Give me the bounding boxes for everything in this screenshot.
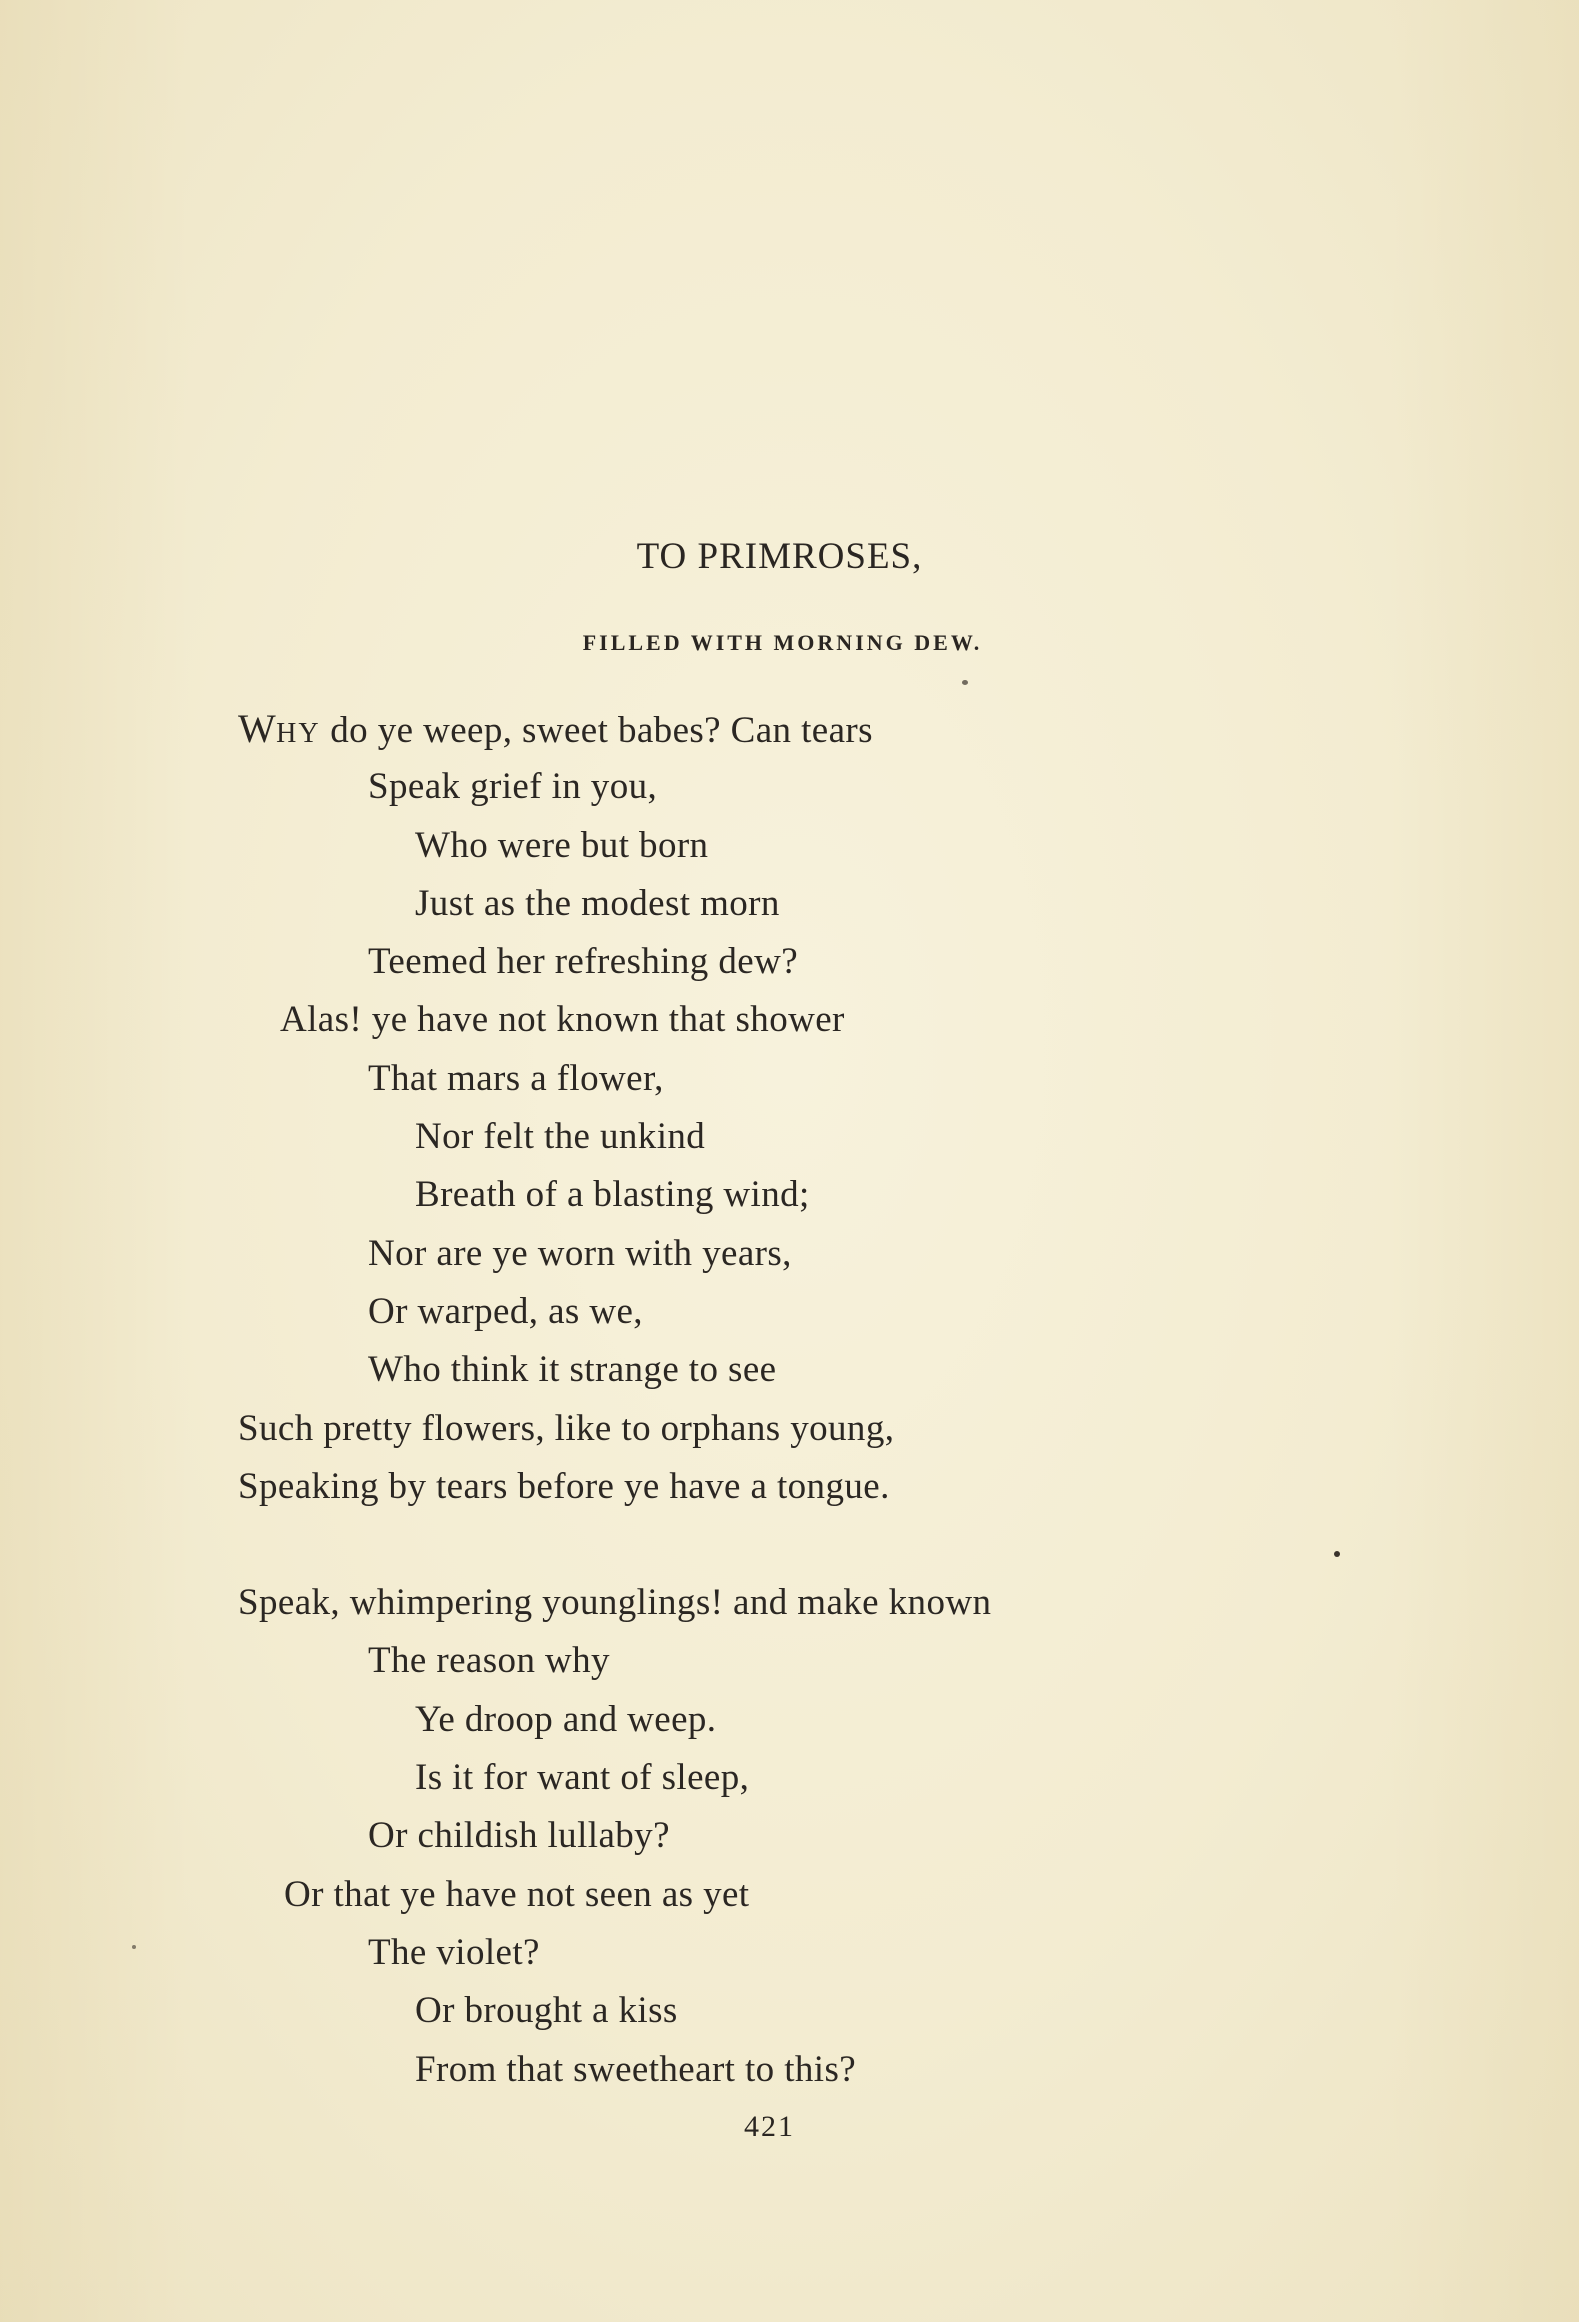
- poem-line: Speaking by tears before ye have a tongue.: [238, 1465, 890, 1507]
- small-caps-word: HY: [276, 718, 321, 749]
- poem-line: The violet?: [368, 1931, 540, 1973]
- poem-line: From that sweetheart to this?: [415, 2048, 857, 2090]
- poem-line: Ye droop and weep.: [415, 1698, 717, 1740]
- stanza-1: [238, 700, 1358, 1516]
- paper-speck: [1334, 1551, 1340, 1557]
- paper-speck: [962, 680, 968, 685]
- poem-line: Who think it strange to see: [368, 1349, 777, 1391]
- poem-title: TO PRIMROSES,: [636, 536, 923, 577]
- poem-line: Alas! ye have not known that shower: [280, 999, 845, 1041]
- poem-line: Speak, whimpering younglings! and make known: [238, 1582, 992, 1624]
- poem-line: Who were but born: [415, 824, 709, 866]
- poem-line: Such pretty flowers, like to orphans young,: [238, 1407, 895, 1449]
- poem-line: Teemed her refreshing dew?: [368, 941, 799, 983]
- poem-line: Nor are ye worn with years,: [368, 1232, 792, 1274]
- poem-line: The reason why: [368, 1640, 610, 1682]
- poem-line: [238, 700, 1358, 758]
- poem-line: Speak grief in you,: [368, 766, 658, 808]
- poem-line: Or warped, as we,: [368, 1290, 643, 1332]
- poem-line: Or brought a kiss: [415, 1990, 678, 2032]
- poem-line-text: do ye weep, sweet babes? Can tears: [320, 710, 873, 751]
- poem-line: Just as the modest morn: [415, 882, 780, 924]
- page-number: 421: [744, 2110, 795, 2143]
- paper-speck: [132, 1945, 136, 1949]
- poem-line: Or childish lullaby?: [368, 1815, 670, 1857]
- drop-initial: W: [238, 706, 277, 751]
- poem-line: Nor felt the unkind: [415, 1116, 706, 1158]
- stanza-2: [238, 1574, 1358, 2099]
- poem-line: Is it for want of sleep,: [415, 1757, 750, 1799]
- poem-line: Breath of a blasting wind;: [415, 1174, 810, 1216]
- poem-line: Or that ye have not seen as yet: [284, 1873, 750, 1915]
- poem-body: [238, 700, 1358, 2099]
- poem-subtitle: FILLED WITH MORNING DEW.: [582, 630, 983, 655]
- poem-line: That mars a flower,: [368, 1057, 664, 1099]
